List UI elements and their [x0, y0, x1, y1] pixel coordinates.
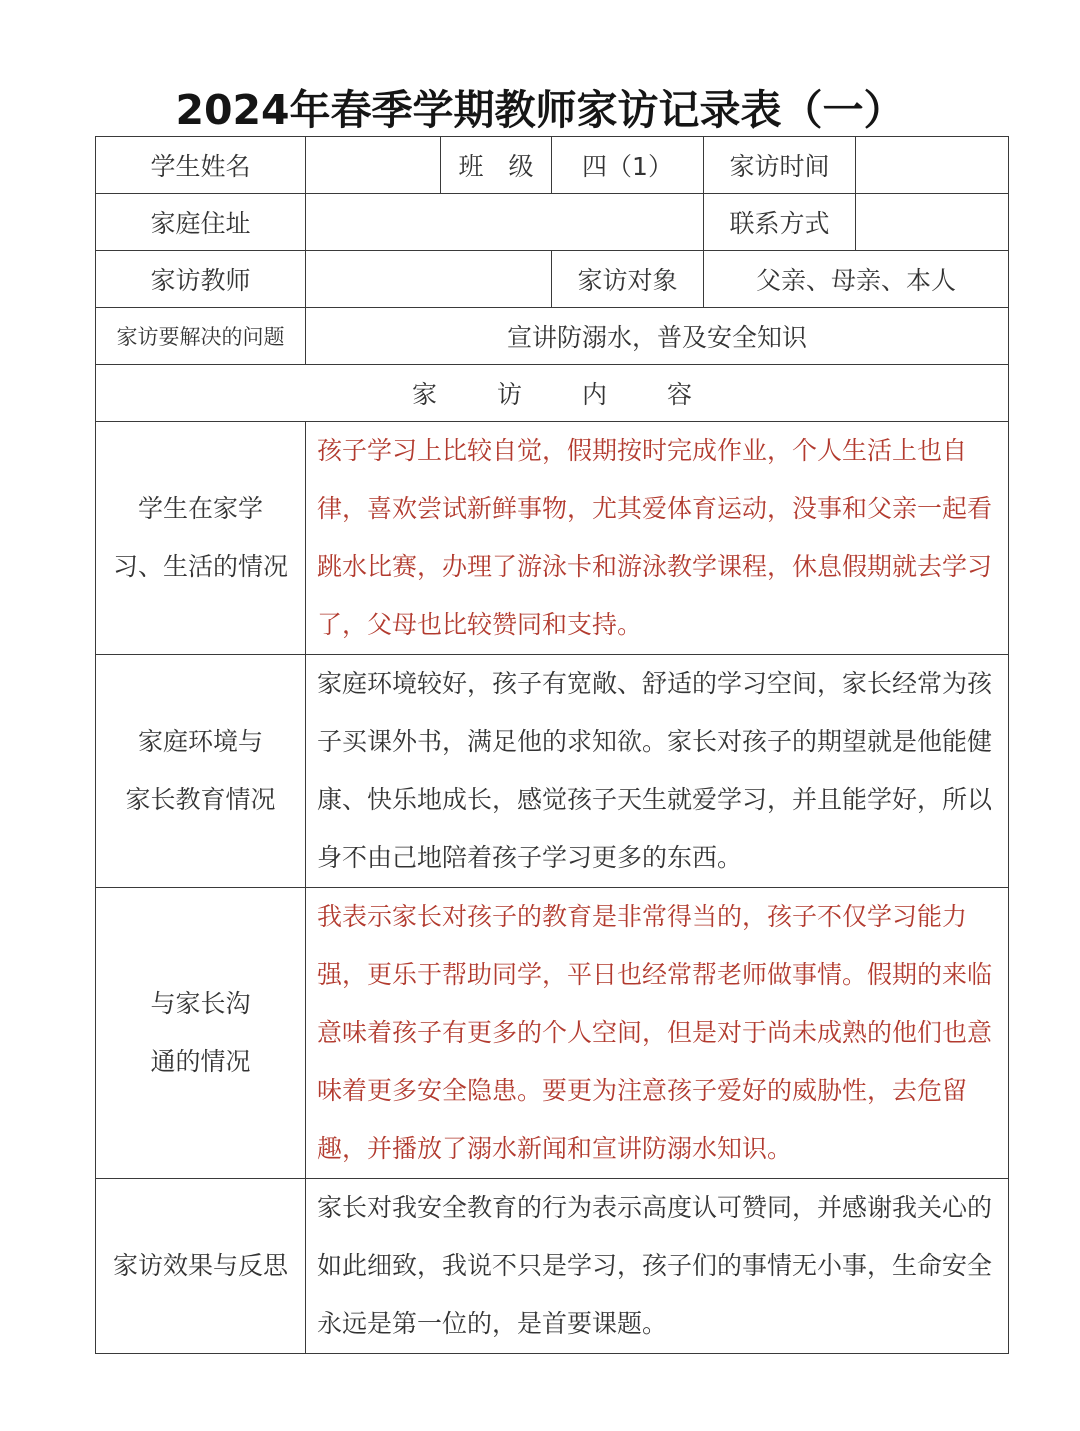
issue-value[interactable]: 宣讲防溺水，普及安全知识	[306, 308, 1009, 365]
address-value[interactable]	[306, 194, 704, 251]
visit-time-value[interactable]	[856, 137, 1009, 194]
study-life-label	[96, 422, 306, 655]
content-header-char: 内	[582, 380, 608, 409]
page-title: 2024年春季学期教师家访记录表（一）	[175, 86, 905, 134]
family-env-label-line1: 家庭环境与	[137, 727, 263, 756]
row-communication	[96, 888, 1009, 1179]
contact-value[interactable]	[856, 194, 1009, 251]
content-header-char: 容	[667, 380, 693, 409]
target-value[interactable]: 父亲、母亲、本人	[704, 251, 1009, 308]
student-name-label: 学生姓名	[96, 137, 306, 194]
issue-label: 家访要解决的问题	[96, 308, 306, 365]
family-env-label-line2: 家长教育情况	[125, 785, 276, 814]
reflection-text[interactable]: 家长对我安全教育的行为表示高度认可赞同，并感谢我关心的如此细致，我说不只是学习，孩子们的事情无小事，生命安全永远是第一位的，是首要课题。	[306, 1179, 1009, 1354]
address-label: 家庭住址	[96, 194, 306, 251]
row-family-env	[96, 655, 1009, 888]
target-label: 家访对象	[552, 251, 704, 308]
content-header-char: 家	[411, 380, 437, 409]
communication-label	[96, 888, 306, 1179]
student-name-value[interactable]	[306, 137, 441, 194]
row-issue	[96, 308, 1009, 365]
row-student-name	[96, 137, 1009, 194]
study-life-label-line1: 学生在家学	[137, 494, 263, 523]
family-env-text[interactable]: 家庭环境较好，孩子有宽敞、舒适的学习空间，家长经常为孩子买课外书，满足他的求知欲。家长对孩子的期望就是他能健康、快乐地成长，感觉孩子天生就爱学习，并且能学好，所以身不由己地陪着孩子学习更多的东西。	[306, 655, 1009, 888]
communication-text[interactable]: 我表示家长对孩子的教育是非常得当的，孩子不仅学习能力强，更乐于帮助同学，平日也经常帮老师做事情。假期的来临意味着孩子有更多的个人空间，但是对于尚未成熟的他们也意味着更多安全隐患。要更为注意孩子爱好的威胁性，去危留趣，并播放了溺水新闻和宣讲防溺水知识。	[306, 888, 1009, 1179]
content-header	[96, 365, 1009, 422]
teacher-value[interactable]	[306, 251, 552, 308]
contact-label: 联系方式	[704, 194, 856, 251]
visit-time-label: 家访时间	[704, 137, 856, 194]
class-label: 班 级	[441, 137, 552, 194]
reflection-label	[96, 1179, 306, 1354]
study-life-text[interactable]: 孩子学习上比较自觉，假期按时完成作业，个人生活上也自律，喜欢尝试新鲜事物，尤其爱体育运动，没事和父亲一起看跳水比赛，办理了游泳卡和游泳教学课程，休息假期就去学习了，父母也比较赞同和支持。	[306, 422, 1009, 655]
reflection-label-line1: 家访效果与反思	[112, 1251, 288, 1280]
study-life-label-line2: 习、生活的情况	[112, 552, 288, 581]
teacher-label: 家访教师	[96, 251, 306, 308]
content-header-char: 访	[496, 380, 522, 409]
row-address	[96, 194, 1009, 251]
class-value[interactable]: 四（1）	[552, 137, 704, 194]
row-study-life	[96, 422, 1009, 655]
family-env-label	[96, 655, 306, 888]
visit-record-table	[95, 136, 1009, 1354]
communication-label-line1: 与家长沟	[150, 989, 251, 1018]
row-content-header	[96, 365, 1009, 422]
row-reflection	[96, 1179, 1009, 1354]
row-teacher	[96, 251, 1009, 308]
communication-label-line2: 通的情况	[150, 1047, 251, 1076]
